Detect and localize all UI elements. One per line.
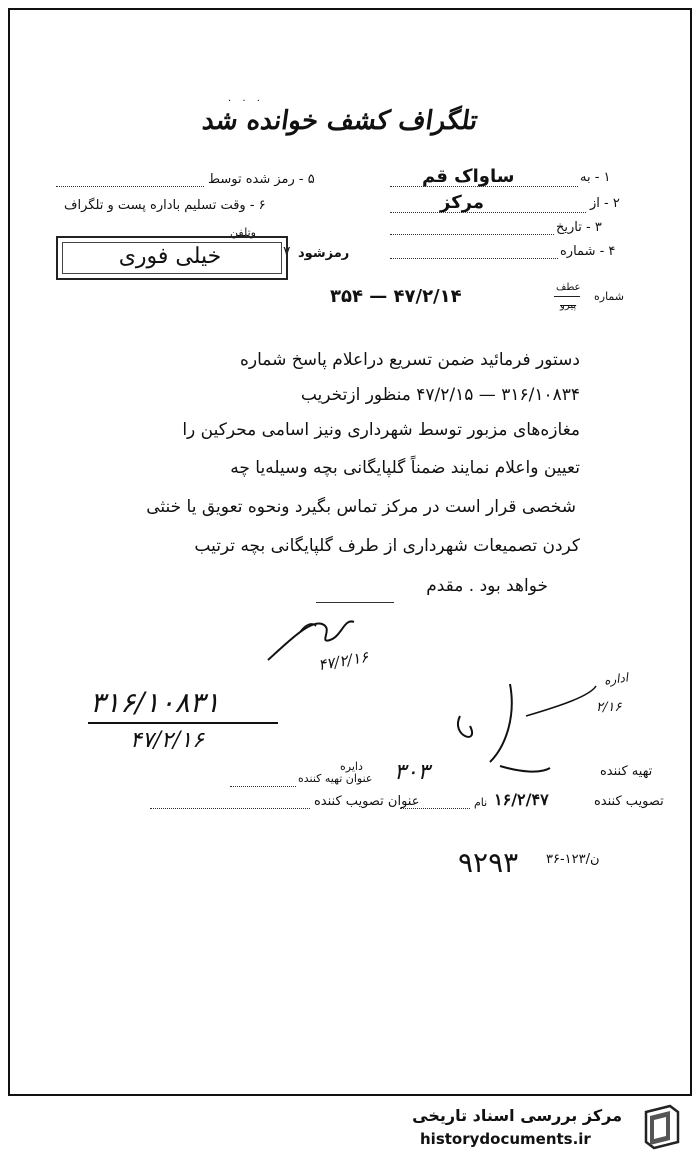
document-title: تلگراف کشف خوانده شد — [200, 106, 480, 136]
approval-date: ۱۶/۲/۴۷ — [494, 790, 549, 809]
approver-title-label: عنوان تصویب کننده — [314, 794, 420, 809]
to-label: ۱ - به — [580, 170, 611, 185]
archive-logo-icon — [640, 1102, 684, 1150]
document-code: ۹۲۹۳ — [458, 846, 519, 879]
date-line — [390, 234, 554, 235]
atf-label: عطف — [556, 282, 581, 293]
preparer-title-line — [230, 786, 296, 787]
file-number-underline — [88, 722, 278, 724]
delivery-label: ۶ - وقت تسلیم باداره پست و تلگراف — [64, 198, 266, 213]
atf-separator — [554, 296, 580, 297]
date-label: ۳ - تاریخ — [556, 220, 602, 235]
preparer-title-label: عنوان تهیه کننده — [298, 772, 373, 785]
body-line-1: دستور فرمائید ضمن تسریع دراعلام پاسخ شماره — [239, 350, 580, 370]
number-label: ۴ - شماره — [560, 244, 616, 259]
payro-label: پیرو — [560, 300, 577, 311]
file-number: ۳۱۶/۱۰۸۳۱ — [90, 686, 220, 719]
phone-label: وتلفن — [230, 226, 256, 239]
body-line-6: کردن تصمیعات شهرداری از طرف گلپایگانی بچه ترتیب — [194, 536, 580, 556]
preparer-handwriting: ۳۰۳ — [394, 760, 430, 785]
idareh-date: ۲/۱۶ — [596, 700, 622, 715]
daireh-label: دایره — [340, 760, 363, 773]
preparer-label: تهیه کننده — [600, 764, 653, 779]
title-dots: · · · — [228, 96, 264, 107]
body-line-3: مغازه‌های مزبور توسط شهرداری ونیز اسامی محرکین را — [182, 420, 580, 440]
name-label: نام — [474, 796, 488, 809]
from-line — [390, 212, 586, 213]
approver-label: تصویب کننده — [594, 794, 664, 809]
reference-value: ۴۷/۲/۱۴ — ۳۵۴ — [330, 286, 462, 307]
encoded-by-label: ۵ - رمز شده توسط — [208, 172, 315, 187]
watermark-title: مرکز بررسی اسناد تاریخی — [412, 1106, 622, 1125]
preparer-signature-mark — [440, 676, 600, 786]
idareh-note: اداره — [603, 670, 629, 688]
ramz-label: رمزشود — [298, 246, 350, 261]
from-label: ۲ - از — [590, 196, 620, 211]
approver-title-line — [150, 808, 310, 809]
number-line — [390, 258, 558, 259]
watermark-url: historydocuments.ir — [420, 1130, 591, 1148]
signature-date: ۴۷/۲/۱۶ — [316, 647, 370, 675]
body-line-2: ۳۱۶/۱۰۸۳۴ — ۴۷/۲/۱۵ منظور ازتخریب — [300, 385, 580, 405]
from-value: مرکز — [440, 192, 485, 213]
file-date: ۴۷/۲/۱۶ — [130, 728, 204, 753]
body-line-5: شخصی قرار است در مرکز تماس بگیرد ونحوه تعویق یا خنثی — [146, 497, 576, 517]
reference-label: شماره — [594, 290, 625, 303]
form-code: ن/۱۲۳-۳۶ — [546, 852, 600, 867]
body-line-4: تعیین واعلام نمایند ضمناً گلپایگانی بچه وسیله‌یا چه — [230, 458, 580, 478]
to-value: ساواک قم — [422, 166, 515, 187]
signoff-line — [316, 602, 394, 603]
encoded-by-line — [56, 186, 204, 187]
seven-label: ۷ — [283, 244, 291, 260]
body-line-7: خواهد بود . مقدم — [426, 576, 548, 596]
classification-stamp: خیلی فوری — [118, 244, 222, 269]
